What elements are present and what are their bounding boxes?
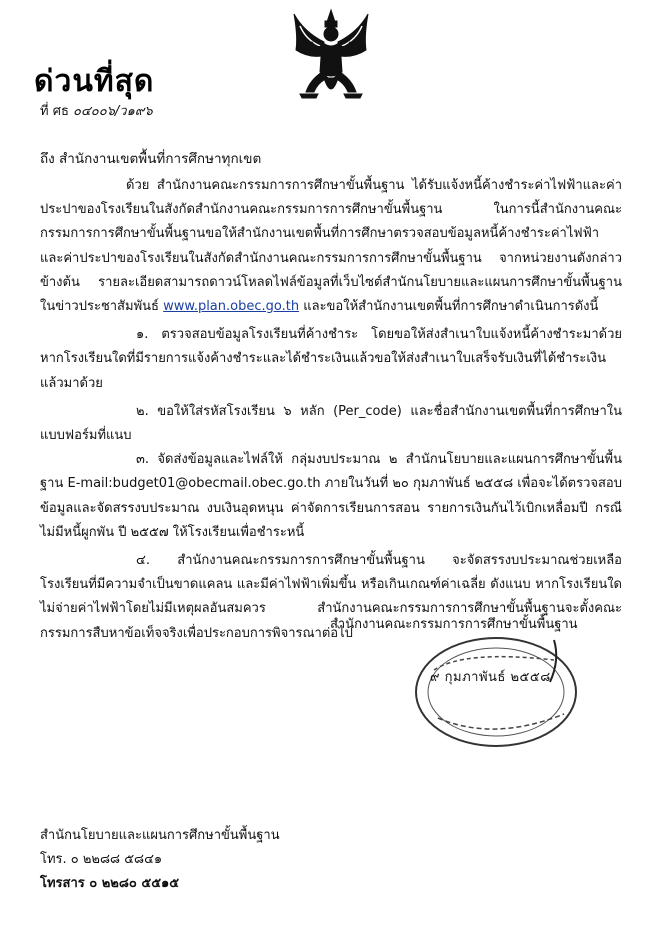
contact-footer bbox=[40, 824, 280, 896]
letter-body bbox=[40, 174, 622, 646]
reference-prefix: ที่ ศธ bbox=[40, 104, 69, 119]
website-link[interactable]: www.plan.obec.go.th bbox=[163, 299, 300, 315]
item-3-email[interactable]: E-mail:budget01@obecmail.obec.go.th bbox=[67, 476, 321, 492]
intro-text: ด้วย สำนักงานคณะกรรมการการศึกษาขั้นพื้นฐาน ได้รับแจ้งหนี้ค้างชำระค่าไฟฟ้าและค่าประปาของโรงเรียนในสังกัดสำนักงานคณะกรรมการการศึกษาขั้นพื้นฐาน ในการนี้สำนักงานคณะกรรมการการศึกษาขั้นพื้นฐานขอให้สำนักงานเขตพื้นที่การศึกษาตรวจสอบข้อมูลหนี้ค้างชำระค่าไฟฟ้าและค่าประปาของโรงเรียนในสังกัดสำนักงานคณะกรรมการการศึกษาขั้นพื้นฐาน จากหน่วยงานดังกล่าวข้างต้น รายละเอียดสามารถดาวน์โหลดไฟล์ข้อมูลที่เว็บไซต์สำนักนโยบายและแผนการศึกษาขั้นพื้นฐาน ในข่าวประชาสัมพันธ์ bbox=[40, 178, 622, 315]
item-3-start: ๓. จัดส่งข้อมูลและไฟล์ให้ กลุ่มงบประมาณ ๒ สำนักนโยบายและแผนการศึกษาขั้นพื้นฐาน bbox=[40, 452, 622, 492]
urgency-stamp: ด่วนที่สุด bbox=[34, 64, 155, 99]
item-4: ๔. สำนักงานคณะกรรมการการศึกษาขั้นพื้นฐาน จะจัดสรรงบประมาณช่วยเหลือโรงเรียนที่มีความจำเป็นขาดแคลน และมีค่าไฟฟ้าเพิ่มขึ้น หรือเกินเกณฑ์ค่าเฉลี่ย ดังแนบ หากโรงเรียนใดไม่จ่ายค่าไฟฟ้าโดยไม่มีเหตุผลอันสมควร สำนักงานคณะกรรมการการศึกษาขั้นพื้นฐานจะตั้งคณะกรรมการสืบหาข้อเท็จจริงเพื่อประกอบการพิจารณาต่อไป bbox=[40, 553, 622, 641]
item-3-end: ภายในวันที่ ๒๐ กุมภาพันธ์ ๒๕๕๘ เพื่อจะได้ตรวจสอบข้อมูลและจัดสรรงบประมาณ งบเงินอุดหนุน ค่าจัดการเรียนการสอน รายการเงินกันไว้เบิกเหลื่อมปี กรณีไม่มีหนี้ผูกพัน ปี ๒๕๕๗ ให้โรงเรียนเพื่อชำระหนี้ bbox=[40, 476, 622, 540]
reference-code: ๐๔๐๐๖/ว๑๙๖ bbox=[73, 104, 153, 119]
item-2: ๒. ขอให้ใส่รหัสโรงเรียน ๖ หลัก (Per_code) และชื่อสำนักงานเขตพื้นที่การศึกษาในแบบฟอร์มที่แนบ bbox=[40, 403, 622, 444]
recipient-line: ถึง สำนักงานเขตพื้นที่การศึกษาทุกเขต bbox=[40, 151, 262, 167]
reference-number bbox=[40, 100, 153, 121]
intro-end-text: และขอให้สำนักงานเขตพื้นที่การศึกษาดำเนินการดังนี้ bbox=[303, 299, 599, 315]
item-3 bbox=[40, 448, 622, 545]
signer-office: สำนักงานคณะกรรมการการศึกษาขั้นพื้นฐาน bbox=[330, 617, 578, 632]
intro-paragraph bbox=[40, 174, 622, 319]
footer-fax: โทรสาร ๐ ๒๒๘๐ ๕๕๑๕ bbox=[40, 876, 180, 891]
office-seal-icon bbox=[404, 630, 582, 748]
item-1: ๑. ตรวจสอบข้อมูลโรงเรียนที่ค้างชำระ โดยขอให้ส่งสำเนาใบแจ้งหนี้ค้างชำระมาด้วย หากโรงเรียนใดที่มีรายการแจ้งค้างชำระและได้ชำระเงินแล้วขอให้ส่งสำเนาใบเสร็จรับเงินที่ได้ชำระเงินแล้วมาด้วย bbox=[40, 327, 622, 391]
garuda-emblem-icon bbox=[286, 6, 376, 106]
footer-phone: โทร. ๐ ๒๒๘๘ ๕๘๔๑ bbox=[40, 852, 163, 867]
footer-office: สำนักนโยบายและแผนการศึกษาขั้นพื้นฐาน bbox=[40, 828, 280, 843]
letter-date: ๙ กุมภาพันธ์ ๒๕๕๘ bbox=[430, 670, 551, 685]
